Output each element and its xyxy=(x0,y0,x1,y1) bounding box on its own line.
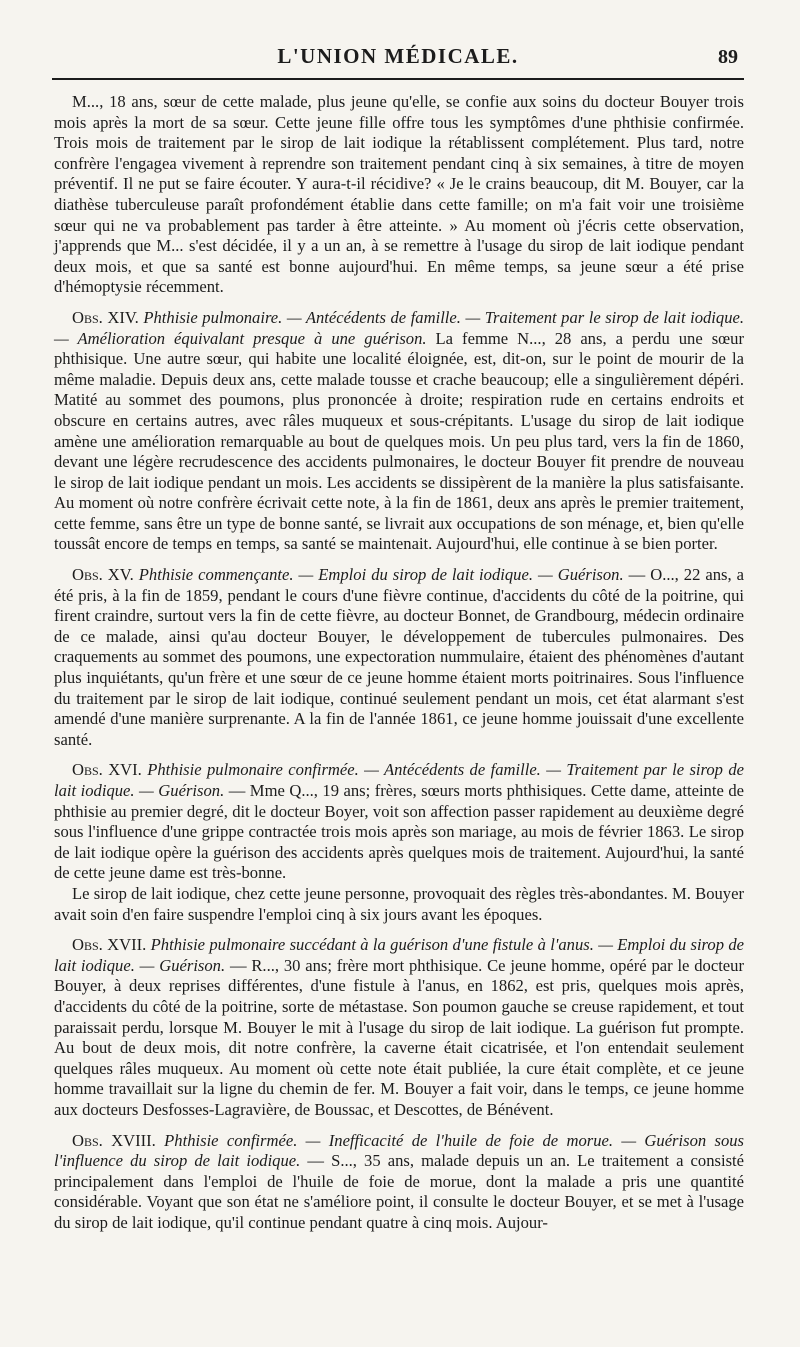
paragraph-text: La femme N..., 28 ans, a perdu une sœur phthisique. Une autre sœur, qui habite une localité éloignée, est, dit-on, sur le point de mourir de la même maladie. Depuis deux ans, cette malade tousse et crache beaucoup; elle a singulièrement dépéri. Matité au sommet des poumons, plus prononcée à droite; respiration rude en certains endroits et obscure en certains autres, avec râles muqueux et sous-crépitants. L'usage du sirop de lait iodique amène une amélioration remarquable au bout de quelques mois. Un peu plus tard, vers la fin de 1860, devant une légère recrudescence des accidents pulmonaires, le docteur Bouyer fit prendre de nouveau le sirop de lait iodique pendant un mois. Les accidents se dissipèrent de la manière la plus satisfaisante. Au moment où notre confrère écrivait cette note, à la fin de 1861, deux ans après le premier traitement, cette femme, sans être un type de bonne santé, se livrait aux occupations de son ménage, et, bien qu'elle toussât encore de temps en temps, sa santé se maintenait. Aujourd'hui, elle continue à se bien porter. xyxy=(54,328,744,554)
paragraph-intro xyxy=(54,92,744,298)
article-body xyxy=(54,92,744,1233)
observation-title: Phthisie commençante. — Emploi du sirop de lait iodique. — Guérison. xyxy=(138,565,624,585)
paragraph-text: — R..., 30 ans; frère mort phthisique. Ce jeune homme, opéré par le docteur Bouyer, à deux reprises différentes, d'une fistule à l'anus, en 1862, est pris, quelques mois après, d'accidents du côté de la poitrine, sorte de métastase. Son poumon gauche se creuse rapidement, et tout paraissait perdu, lorsque M. Bouyer le mit à l'usage du sirop de lait iodique. La guérison fut prompte. Au bout de deux mois, dit notre confrère, la caverne était cicatrisée, et l'on entendait seulement quelques râles muqueux. Au moment où cette note était publiée, la cure était complète, et ce jeune homme travaillait sur la ligne du chemin de fer. M. Bouyer a fait voir, dans le temps, ce jeune homme aux docteurs Desfosses-Lagravière, de Boussac, et Descottes, de Bénévent. xyxy=(54,955,744,1119)
paragraph-text: — S..., 35 ans, malade depuis un an. Le traitement a consisté principalement dans l'emploi de l'huile de foie de morue, dont la malade a pris une quantité considérable. Voyant que son état ne s'améliore point, il consulte le docteur Bouyer, et se met à l'usage du sirop de lait iodique, qu'il continue pendant quatre à cinq mois. Aujour- xyxy=(54,1151,745,1232)
observation-label: Obs. XVII. xyxy=(72,935,147,955)
observation-xvi xyxy=(54,760,744,884)
paragraph-text: M..., 18 ans, sœur de cette malade, plus jeune qu'elle, se confie aux soins du docteur Bouyer trois mois après la mort de sa sœur. Cette jeune fille offre tous les symptômes d'une phthisie confirmée. Trois mois de traitement par le sirop de lait iodique la rétablissent complétement. Plus tard, notre confrère l'engagea vivement à reprendre son traitement pendant cinq à six semaines, à titre de moyen préventif. Il ne put se faire écouter. Y aura-t-il récidive? « Je le crains beaucoup, dit M. Bouyer, car la diathèse tuberculeuse paraît profondément établie dans cette famille; on m'a fait voir une troisième sœur qui ne va probablement pas tarder à être atteinte. » Au moment où j'écris cette observation, j'apprends que M... s'est décidée, il y a un an, à se remettre à l'usage du sirop de lait iodique pendant deux mois, et que sa santé est bonne aujourd'hui. En même temps, sa jeune sœur a été prise d'hémoptysie récemment. xyxy=(54,92,744,297)
observation-label: Obs. XVI. xyxy=(72,760,142,780)
observation-title: Phthisie pulmonaire confirmée. — Antécédents de famille. — Traitement par le sirop de lait iodique. — Guérison. xyxy=(54,760,744,800)
paragraph-note xyxy=(54,884,744,925)
observation-label: Obs. XIV. xyxy=(72,307,139,327)
page-number: 89 xyxy=(718,46,738,68)
header-rule xyxy=(52,78,744,80)
journal-title: L'UNION MÉDICALE. xyxy=(277,44,519,68)
paragraph-text: Le sirop de lait iodique, chez cette jeune personne, provoquait des règles très-abondantes. M. Bouyer avait soin d'en faire suspendre l'emploi cinq à six jours avant les époques. xyxy=(54,883,744,924)
paragraph-text: — O..., 22 ans, a été pris, à la fin de 1859, pendant le cours d'une fièvre continue, d'accidents du côté de la poitrine, qui firent craindre, surtout vers la fin de cette fièvre, au docteur Bonnet, de Grandbourg, médecin ordinaire de ce malade, ainsi qu'au docteur Bouyer, le développement de tubercules pulmonaires. Des craquements au sommet des poumons, une expectoration nummulaire, étaient des phénomènes d'autant plus inquiétants, qu'un frère et une sœur de ce jeune homme étaient morts poitrinaires. Sous l'influence du traitement par le sirop de lait iodique, continué seulement pendant un mois, cet état alarmant s'est amendé d'une manière surprenante. A la fin de l'année 1861, ce jeune homme jouissait d'une excellente santé. xyxy=(54,565,744,749)
observation-xiv xyxy=(54,308,744,555)
running-header xyxy=(52,44,744,80)
observation-label: Obs. XV. xyxy=(72,565,134,585)
observation-label: Obs. XVIII. xyxy=(72,1130,156,1150)
paragraph-text: — Mme Q..., 19 ans; frères, sœurs morts phthisiques. Cette dame, atteinte de phthisie au premier degré, dit le docteur Boyer, voit son affection passer rapidement au deuxième degré sous l'influence d'une grippe contractée trois mois après son mariage, au mois de février 1863. Le sirop de lait iodique opère la guérison des accidents après quelques mois de traitement. Aujourd'hui, la santé de cette jeune dame est très-bonne. xyxy=(54,781,744,883)
observation-xv xyxy=(54,565,744,750)
observation-title: Phthisie pulmonaire. — Antécédents de famille. — Traitement par le sirop de lait iodique. — Amélioration équivalant presque à une guérison. xyxy=(54,307,745,348)
observation-title: Phthisie confirmée. — Inefficacité de l'huile de foie de morue. — Guérison sous l'influence du sirop de lait iodique. xyxy=(54,1130,744,1171)
observation-xviii xyxy=(54,1131,744,1234)
observation-xvii xyxy=(54,935,744,1120)
observation-title: Phthisie pulmonaire succédant à la guérison d'une fistule à l'anus. — Emploi du sirop de lait iodique. — Guérison. xyxy=(54,935,744,975)
